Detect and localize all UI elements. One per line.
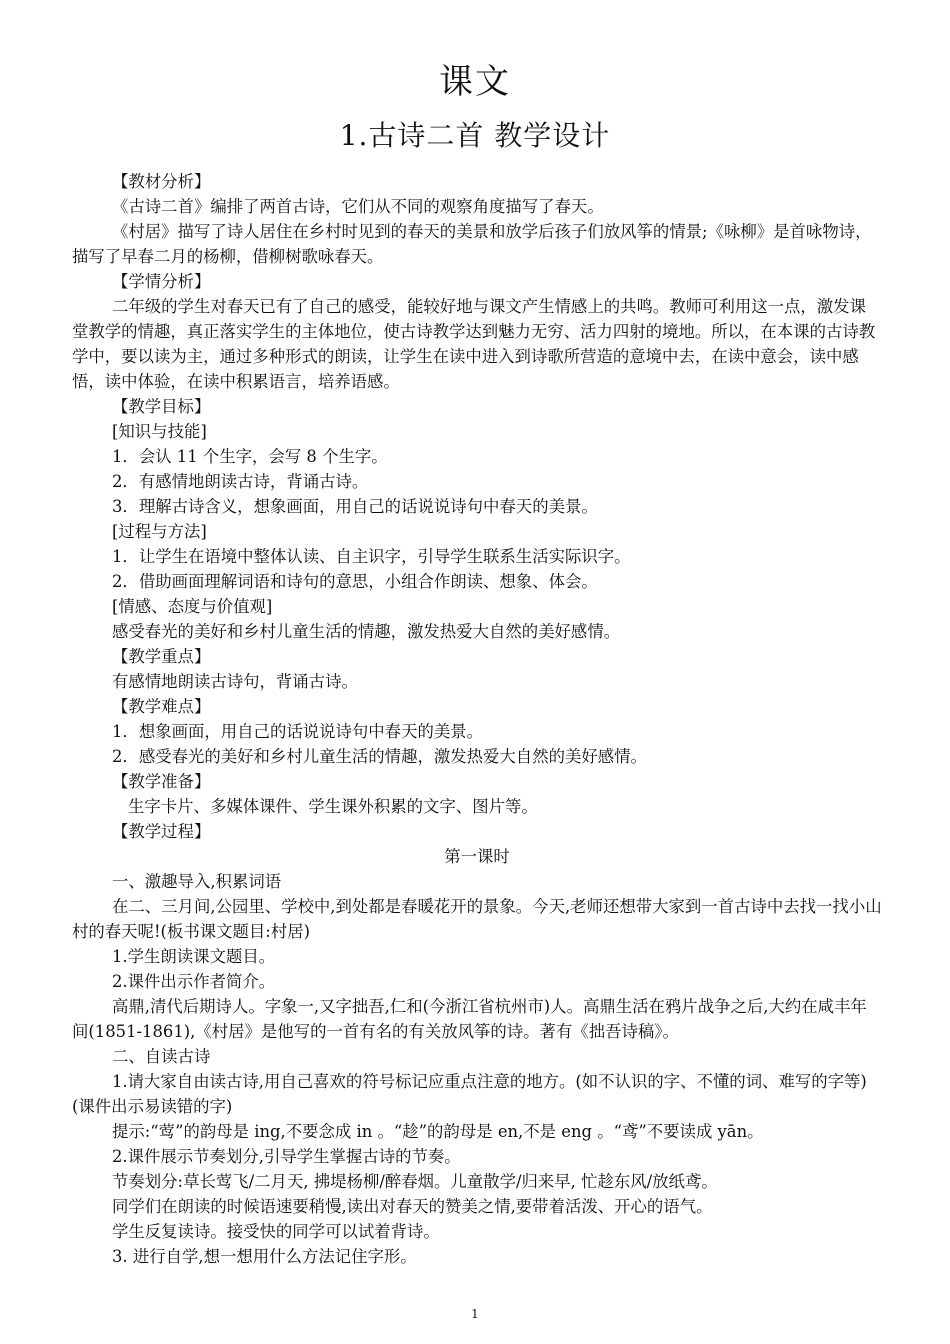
paragraph: 《古诗二首》编排了两首古诗，它们从不同的观察角度描写了春天。 — [112, 197, 604, 216]
paragraph: 2.课件出示作者简介。 — [112, 972, 276, 991]
paragraph: 二年级的学生对春天已有了自己的感受，能较好地与课文产生情感上的共鸣。教师可利用这一点，激发课堂教学的情趣，真正落实学生的主体地位，使古诗教学达到魅力无穷、活力四射的境地。所以，在本课的古诗教学中，要以读为主，通过多种形式的朗读，让学生在读中进入到诗歌所营造的意境中去，在读中意会，读中感悟，读中体验，在读中积累语言，培养语感。 — [72, 297, 876, 391]
paragraph: [过程与方法] — [112, 522, 207, 541]
paragraph: 【教学难点】 — [112, 697, 211, 716]
paragraph: 同学们在朗读的时候语速要稍慢,读出对春天的赞美之情,要带着活泼、开心的语气。 — [112, 1197, 713, 1216]
paragraph: 1．让学生在语境中整体认读、自主识字，引导学生联系生活实际识字。 — [112, 547, 631, 566]
paragraph: [知识与技能] — [112, 422, 207, 441]
paragraph: 2．有感情地朗读古诗，背诵古诗。 — [112, 472, 369, 491]
paragraph: 【教学重点】 — [112, 647, 211, 666]
paragraph: 生字卡片、多媒体课件、学生课外积累的文字、图片等。 — [128, 797, 538, 816]
document-body — [72, 169, 882, 1269]
paragraph: 【教材分析】 — [112, 172, 211, 191]
page-number: 1 — [471, 1307, 479, 1321]
paragraph: 有感情地朗读古诗句，背诵古诗。 — [112, 672, 358, 691]
paragraph: 3. 进行自学,想一想用什么方法记住字形。 — [112, 1247, 417, 1266]
paragraph: 1.学生朗读课文题目。 — [112, 947, 276, 966]
paragraph: 2．感受春光的美好和乡村儿童生活的情趣，激发热爱大自然的美好感情。 — [112, 747, 647, 766]
section-heading: 第一课时 — [444, 847, 510, 866]
paragraph: 一、激趣导入,积累词语 — [112, 872, 282, 891]
paragraph: 【教学目标】 — [112, 397, 211, 416]
paragraph: 2.课件展示节奏划分,引导学生掌握古诗的节奏。 — [112, 1147, 461, 1166]
paragraph: 【教学准备】 — [112, 772, 211, 791]
lesson-title: 1.古诗二首 教学设计 — [339, 119, 611, 152]
paragraph: 感受春光的美好和乡村儿童生活的情趣，激发热爱大自然的美好感情。 — [112, 622, 621, 641]
paragraph: 学生反复读诗。接受快的同学可以试着背诗。 — [112, 1222, 440, 1241]
paragraph: 提示:“莺”的韵母是 ing,不要念成 in 。“趁”的韵母是 en,不是 eng 。“鸢”不要读成 yān。 — [112, 1122, 764, 1141]
paragraph: 3．理解古诗含义，想象画面，用自己的话说说诗句中春天的美景。 — [112, 497, 598, 516]
paragraph: 节奏划分:草长莺飞/二月天, 拂堤杨柳/醉春烟。儿童散学/归来早, 忙趁东风/放纸鸢。 — [112, 1172, 718, 1191]
paragraph: 在二、三月间,公园里、学校中,到处都是春暖花开的景象。今天,老师还想带大家到一首古诗中去找一找小山村的春天呢!(板书课文题目:村居) — [72, 897, 882, 941]
paragraph: 【教学过程】 — [112, 822, 211, 841]
paragraph: 二、自读古诗 — [112, 1047, 211, 1066]
paragraph: 1.请大家自由读古诗,用自己喜欢的符号标记应重点注意的地方。(如不认识的字、不懂的词、难写的字等)(课件出示易读错的字) — [72, 1072, 867, 1116]
paragraph: 2．借助画面理解词语和诗句的意思，小组合作朗读、想象、体会。 — [112, 572, 598, 591]
paragraph: [情感、态度与价值观] — [112, 597, 273, 616]
paragraph: 【学情分析】 — [112, 272, 211, 291]
paragraph: 《村居》描写了诗人居住在乡村时见到的春天的美景和放学后孩子们放风筝的情景;《咏柳》是首咏物诗，描写了早春二月的杨柳，借柳树歌咏春天。 — [72, 222, 872, 266]
paragraph: 1．想象画面，用自己的话说说诗句中春天的美景。 — [112, 722, 484, 741]
paragraph: 高鼎,清代后期诗人。字象一,又字拙吾,仁和(今浙江省杭州市)人。高鼎生活在鸦片战争之后,大约在咸丰年间(1851-1861),《村居》是他写的一首有名的有关放风筝的诗。著有《拙吾诗稿》。 — [72, 997, 867, 1041]
paragraph: 1．会认 11 个生字，会写 8 个生字。 — [112, 447, 388, 466]
document-title: 课文 — [439, 62, 511, 102]
